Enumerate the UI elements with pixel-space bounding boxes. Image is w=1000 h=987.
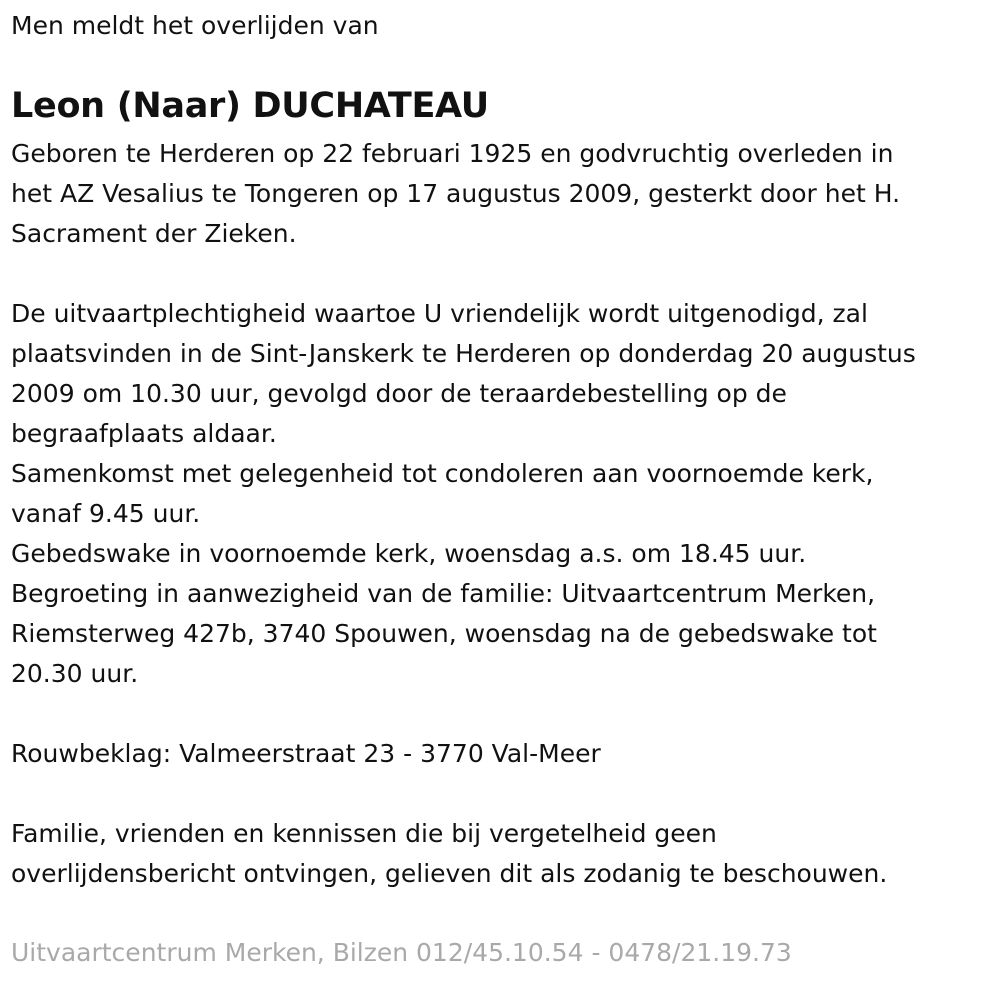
text-line: Gebedswake in voornoemde kerk, woensdag a.s. om 18.45 uur. xyxy=(11,539,807,568)
text-line: Riemsterweg 427b, 3740 Spouwen, woensdag na de gebedswake tot xyxy=(11,619,877,648)
deceased-name: Leon (Naar) DUCHATEAU xyxy=(11,86,489,126)
text-line: Samenkomst met gelegenheid tot condoleren aan voornoemde kerk, xyxy=(11,459,874,488)
funeral-paragraph xyxy=(11,294,986,454)
funeral-home-footer: Uitvaartcentrum Merken, Bilzen 012/45.10.54 - 0478/21.19.73 xyxy=(11,938,792,967)
text-line: 20.30 uur. xyxy=(11,659,139,688)
paragraph-spacer xyxy=(11,694,986,734)
notice-paragraph xyxy=(11,814,986,894)
text-line: het AZ Vesalius te Tongeren op 17 augustus 2009, gesterkt door het H. xyxy=(11,179,901,208)
birth-death-paragraph xyxy=(11,134,986,254)
text-line: Geboren te Herderen op 22 februari 1925 en godvruchtig overleden in xyxy=(11,139,894,168)
mourning-address: Rouwbeklag: Valmeerstraat 23 - 3770 Val-Meer xyxy=(11,739,601,768)
vigil-paragraph xyxy=(11,534,986,574)
text-line: vanaf 9.45 uur. xyxy=(11,499,201,528)
intro-text: Men meldt het overlijden van xyxy=(11,11,379,40)
text-line: 2009 om 10.30 uur, gevolgd door de teraardebestelling op de xyxy=(11,379,787,408)
text-line: Sacrament der Zieken. xyxy=(11,219,297,248)
paragraph-spacer xyxy=(11,774,986,814)
notice-body xyxy=(11,134,986,894)
text-line: Familie, vrienden en kennissen die bij vergetelheid geen xyxy=(11,819,717,848)
text-line: overlijdensbericht ontvingen, gelieven dit als zodanig te beschouwen. xyxy=(11,859,888,888)
paragraph-spacer xyxy=(11,254,986,294)
gathering-paragraph xyxy=(11,454,986,534)
text-line: Begroeting in aanwezigheid van de familie: Uitvaartcentrum Merken, xyxy=(11,579,876,608)
greeting-paragraph xyxy=(11,574,986,694)
mourning-address-paragraph xyxy=(11,734,986,774)
text-line: plaatsvinden in de Sint-Janskerk te Herderen op donderdag 20 augustus xyxy=(11,339,916,368)
text-line: begraafplaats aldaar. xyxy=(11,419,277,448)
text-line: De uitvaartplechtigheid waartoe U vriendelijk wordt uitgenodigd, zal xyxy=(11,299,868,328)
